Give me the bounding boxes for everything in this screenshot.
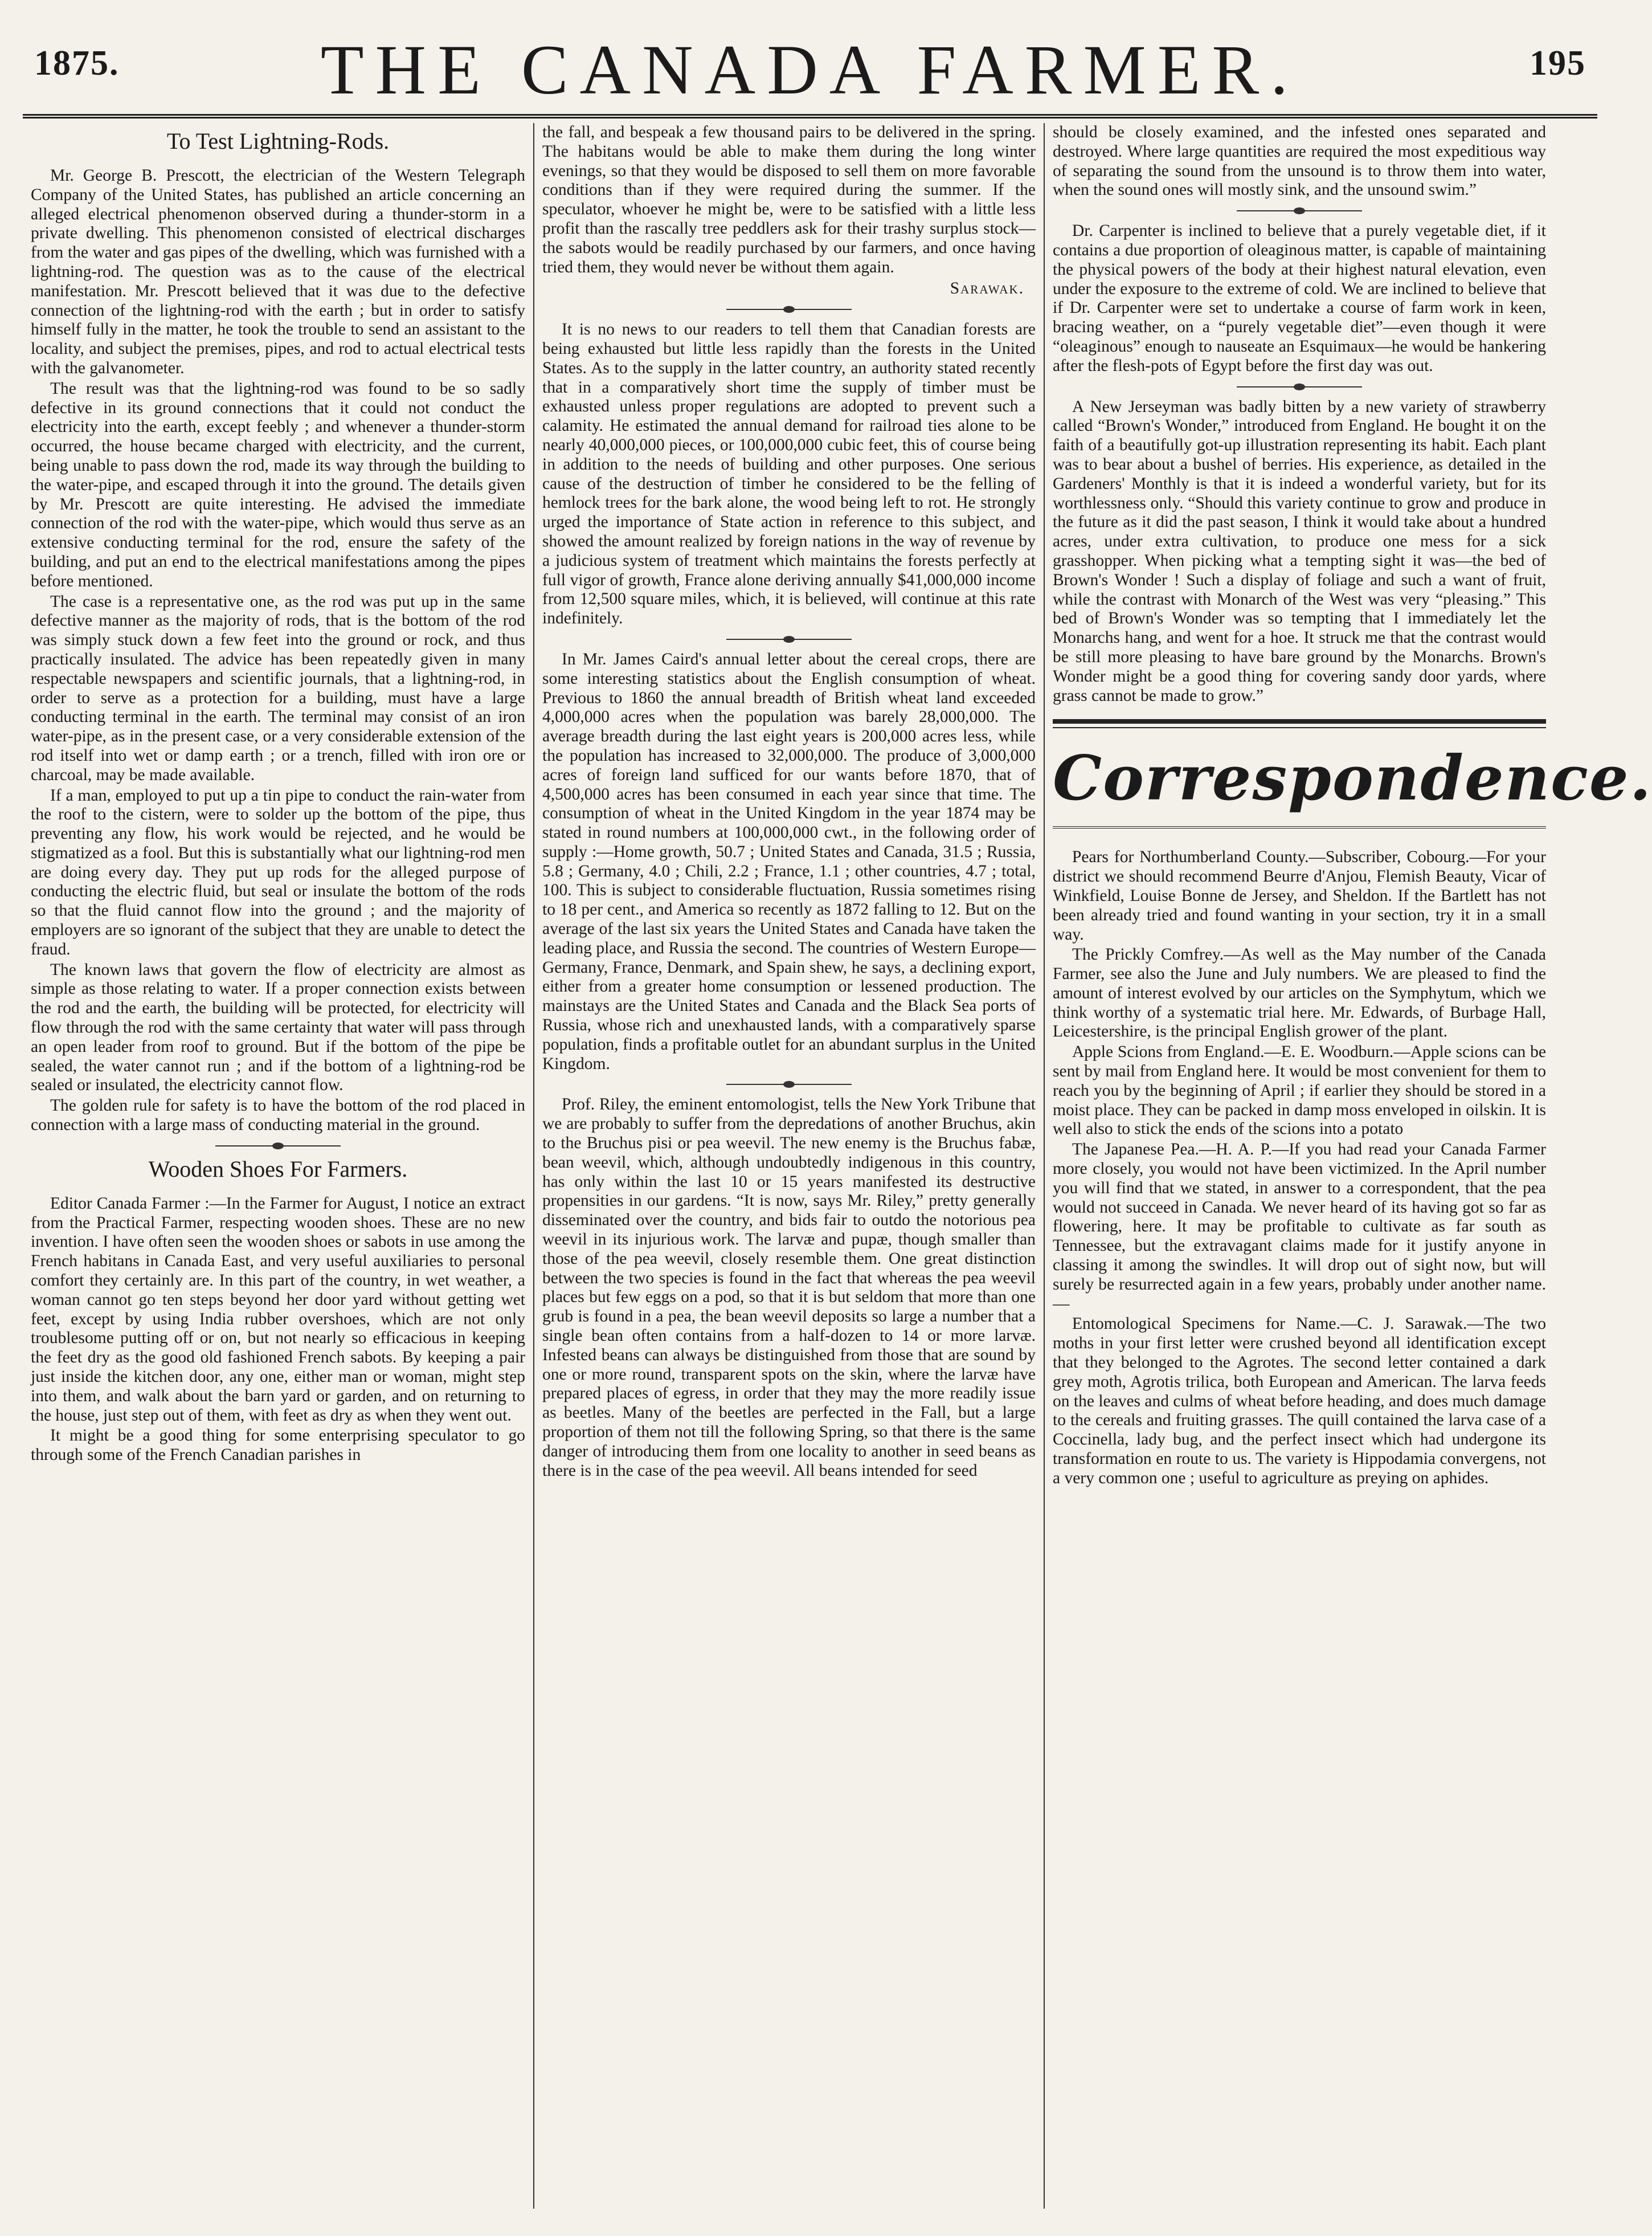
article-paragraph: Editor Canada Farmer :—In the Farmer for August, I notice an extract from the Practical Farmer, respecting wooden shoes. These are no new invention. I have often seen the wooden shoes or sabots in use among the French habitans in Canada East, and very useful auxiliaries to personal comfort they certainly are. In this part of the country, in wet weather, a woman cannot go ten steps beyond her door yard without getting wet feet, except by using India rubber overshoes, which are not only troublesome putting off or on, but not nearly so efficacious in keeping the feet dry as the good old fashioned French sabots. By keeping a pair just inside the kitchen door, any one, either man or woman, might step into them, and walk about the barn yard or garden, and on returning to the house, just step out of them, with feet as dry as when they went out. — [31, 1194, 525, 1425]
correspondence-letter: The Prickly Comfrey.—As well as the May number of the Canada Farmer, see also the June and July numbers. We are pleased to find the amount of interest evolved by our articles on the Symphytum, which we think worthy of a systematic trial here. Mr. Edwards, of Burbage Hall, Leicestershire, is the principal English grower of the plant. — [1053, 945, 1546, 1041]
signature: Sarawak. — [950, 279, 1024, 298]
double-rule — [1053, 826, 1546, 829]
article-paragraph: should be closely examined, and the infested ones separated and destroyed. Where large quantities are required the most expeditious way of separating the sound from the unsound is to throw them into water, when the sound ones will mostly sink, and the unsound swim.” — [1053, 123, 1546, 199]
correspondence-letter: The Japanese Pea.—H. A. P.—If you had read your Canada Farmer more closely, you would not have been victimized. In the April number you will find that we stated, in answer to a correspondent, that the pea would not succeed in Canada. We never heard of its having got so far as flowering, here. It may be profitable to cultivate as far south as Tennessee, but the extravagant claims made for it justify anyone in classing it among the swindles. It will drop out of sight now, but will surely be resurrected again in a few years, probably under another name.— — [1053, 1140, 1546, 1313]
article-paragraph: The golden rule for safety is to have the bottom of the rod placed in connection with a large mass of conducting material in the ground. — [31, 1096, 525, 1135]
article-paragraph-carpenter: Dr. Carpenter is inclined to believe that a purely vegetable diet, if it contains a due proportion of oleaginous matter, is capable of maintaining the physical powers of the body at their highest natural elevation, even under the exposure to the extreme of cold. We are inclined to believe that if Dr. Carpenter were set to undertake a course of farm work in keen, bracing weather, on a “purely vegetable diet”—even though it were “oleaginous” enough to nauseate an Esquimaux—he would be hankering after the flesh-pots of Egypt before the first day was out. — [1053, 222, 1546, 375]
article-paragraph: the fall, and bespeak a few thousand pairs to be delivered in the spring. The habitans would be able to make them during the long winter evenings, so that they would be disposed to sell them on more favorable conditions than if they were required during the summer. If the speculator, whoever he might be, were to be satisfied with a little less profit than the rascally tree peddlers ask for their trashy surplus stock—the sabots would be readily purchased by our farmers, and once having tried them, they would never be without them again. — [542, 123, 1036, 276]
article-paragraph: If a man, employed to put up a tin pipe to conduct the rain-water from the roof to the cistern, were to solder up the bottom of the pipe, thus preventing any flow, his work would be rejected, and he would be stigmatized as a fool. But this is substantially what our lightning-rod men are doing every day. They put up rods for the alleged purpose of conducting the electric fluid, but seal or insulate the bottom of the rods so that the fluid cannot flow into the ground ; and the majority of employers are so ignorant of the subject that they are unable to detect the fraud. — [31, 786, 525, 958]
correspondence-letter: Entomological Specimens for Name.—C. J. Sarawak.—The two moths in your first letter were crushed beyond all identification except that they belonged to the Agrotes. The second letter contained a dark grey moth, Agrotis trilica, both European and American. The larva feeds on the leaves and culms of wheat before heading, and does much damage to the cereals and fruiting grasses. The quill contained the larva case of a Coccinella, lady bug, and the perfect insect which had undergone its transformation en route to us. The variety is Hippodamia convergens, not a very common one ; useful to agriculture as preying on aphides. — [1053, 1315, 1546, 1487]
section-divider — [726, 639, 852, 640]
section-divider — [1237, 210, 1362, 211]
issue-year: 1875. — [34, 44, 120, 83]
article-heading-lightning-rods: To Test Lightning-Rods. — [166, 128, 390, 154]
page-number: 195 — [1530, 44, 1586, 83]
article-paragraph: The case is a representative one, as the rod was put up in the same defective manner as the majority of rods, that is the bottom of the rod was simply stuck down a few feet into the ground or rock, and thus practically insulated. The advice has been repeatedly given in many respectable newspapers and scientific journals, that a lightning-rod, in order to serve as a protection for a building, must have a large conducting terminal in the earth. The terminal may consist of an iron water-pipe, as in the present case, or a very considerable extension of the rod itself into wet or damp earth ; or a trench, filled with iron ore or charcoal, may be made available. — [31, 592, 525, 784]
article-paragraph-caird: In Mr. James Caird's annual letter about the cereal crops, there are some interesting statistics about the English consumption of wheat. Previous to 1860 the annual breadth of British wheat land exceeded 4,000,000 acres when the population was barely 28,000,000. The average breadth during the last eight years is 200,000 acres less, while the population has increased to 32,000,000. The produce of 3,000,000 acres of foreign land sufficed for our wants before 1870, that of 4,500,000 acres has been consumed in each year since that time. The consumption of wheat in the United Kingdom in the year 1874 may be stated in round numbers at 100,000,000 cwt., in the following order of supply :—Home growth, 50.7 ; United States and Canada, 31.5 ; Russia, 5.8 ; Germany, 4.0 ; Chili, 2.2 ; France, 1.1 ; other countries, 4.7 ; total, 100. This is subject to considerable fluctuation, Russia sometimes rising to 18 per cent., and America so recently as 1872 falling to 12. But on the average of the last six years the United States and Canada have taken the leading place, and Russia the second. The countries of Western Europe—Germany, France, Denmark, and Spain shew, he says, a declining export, either from a greater home consumption or lessened production. The mainstays are the United States and Canada and the Black Sea ports of Russia, whose rich and unexhausted lands, with a comparatively sparse population, finds a profitable outlet for an abundant surplus in the United Kingdom. — [542, 650, 1036, 1073]
correspondence-letter: Pears for Northumberland County.—Subscriber, Cobourg.—For your district we should recommend Beurre d'Anjou, Flemish Beauty, Vicar of Winkfield, Louise Bonne de Jersey, and Sheldon. If the Bartlett has not been already tried and found wanting in your section, try it in a small way. — [1053, 848, 1546, 944]
section-divider — [215, 1145, 341, 1146]
column-2 — [533, 123, 1044, 2209]
article-paragraph-riley: Prof. Riley, the eminent entomologist, tells the New York Tribune that we are probably to suffer from the depredations of another Bruchus, akin to the Bruchus pisi or pea weevil. The new enemy is the Bruchus fabæ, bean weevil, which, although undoubtedly indigenous in this country, has only within the last 10 or 15 years manifested its destructive propensities in our gardens. “It is now, says Mr. Riley,” pretty generally disseminated over the country, and bids fair to outdo the notorious pea weevil in its injurious work. The larvæ and pupæ, though smaller than those of the pea weevil, closely resemble them. One great distinction between the two species is found in the fact that whereas the pea weevil places but few eggs on a pod, so that it is but seldom that more than one grub is found in a pea, the bean weevil deposits so large a number that a single bean often contains from a half-dozen to 14 or more larvæ. Infested beans can always be distinguished from those that are sound by one or more round, transparent spots on the skin, where the larvæ have prepared places of egress, in order that they may the more readily issue as beetles. Many of the beetles are perfected in the Fall, but a large proportion of them not till the following Spring, so that there is the same danger of introducing them from one locality to another in seed beans as there is in the case of the pea weevil. All beans intended for seed — [542, 1095, 1036, 1480]
section-divider — [1237, 386, 1362, 387]
section-divider — [726, 309, 852, 310]
heavy-rule — [1053, 719, 1546, 724]
article-paragraph-forests: It is no news to our readers to tell them that Canadian forests are being exhausted but little less rapidly than the forests in the United States. As to the supply in the latter country, an authority stated recently that in a comparatively short time the supply of timber must be exhausted unless proper regulations are adopted to prevent such a calamity. He estimated the annual demand for railroad ties alone to be nearly 40,000,000 pieces, or 100,000,000 cubic feet, this of course being in addition to the needs of building and other purposes. One serious cause of the destruction of timber he considered to be the felling of hemlock trees for the bark alone, the wood being left to rot. He strongly urged the importance of State action in reference to this subject, and showed the amount realized by foreign nations in the way of revenue by a judicious system of treatment which maintains the forests perfectly at full vigor of growth, France alone deriving annually $41,000,000 income from 12,500 square miles, which, it is believed, will continue at this rate indefinitely. — [542, 320, 1036, 628]
newspaper-title: THE CANADA FARMER. — [320, 31, 1300, 109]
article-paragraph: The known laws that govern the flow of electricity are almost as simple as those relating to water. If a proper connection exists between the rod and the earth, the building will be protected, for electricity will flow through the rod with the same certainty that water will pass through an open leader from roof to ground. But if the bottom of the pipe be sealed, the water cannot run ; and if the bottom of a lightning-rod be sealed or insulated, the electricity cannot flow. — [31, 960, 525, 1095]
column-3 — [1044, 123, 1652, 2209]
article-paragraph: It might be a good thing for some enterprising speculator to go through some of the French Canadian parishes in — [31, 1426, 525, 1464]
thin-rule — [1053, 727, 1546, 728]
article-heading-wooden-shoes: Wooden Shoes For Farmers. — [148, 1156, 408, 1182]
correspondence-letter: Apple Scions from England.—E. E. Woodburn.—Apple scions can be sent by mail from England here. It would be most convenient for them to reach you by the beginning of April ; if earlier they should be stored in a moist place. They can be packed in damp moss enveloped in oilskin. It is well also to stick the ends of the scions into a potato — [1053, 1043, 1546, 1139]
section-divider — [726, 1084, 852, 1085]
correspondence-heading: Correspondence. — [1053, 742, 1652, 815]
masthead — [23, 23, 1597, 119]
columns — [23, 123, 1652, 2209]
newspaper-page — [23, 23, 1652, 2213]
column-1 — [23, 123, 533, 2209]
article-paragraph: The result was that the lightning-rod was found to be so sadly defective in its ground connections that it could not conduct the electricity into the earth, except feebly ; and whenever a thunder-storm occurred, the house became charged with electricity, and the current, being unable to pass down the rod, made its way through the building to the water-pipe, and escaped through it into the ground. The details given by Mr. Prescott are quite interesting. He advised the immediate connection of the rod with the water-pipe, which would thus serve as an extensive conducting terminal for the rod, ensure the safety of the building, and put an end to the electrical manifestations among the pipes before mentioned. — [31, 379, 525, 590]
article-paragraph-jerseyman: A New Jerseyman was badly bitten by a new variety of strawberry called “Brown's Wonder,” introduced from England. He bought it on the faith of a beautifully got-up illustration representing its habit. Each plant was to bear about a bushel of berries. His experience, as detailed in the Gardeners' Monthly is that it is indeed a wonderful variety, but for its worthlessness only. “Should this variety continue to grow and produce in the future as it did the past season, I think it would take about a hundred acres, under extra cultivation, to produce one mess for a sick grasshopper. When picking what a tempting sight it was—the bed of Brown's Wonder ! Such a display of foliage and such a want of fruit, while the contrast with Monarch of the West was very “pleasing.” This bed of Brown's Wonder was so tempting that I immediately let the Monarchs hang, and went for a hoe. It struck me that the contrast would be still more pleasing to have bare ground by the Monarchs. Brown's Wonder might be a good thing for covering sandy door yards, where grass cannot be made to grow.” — [1053, 397, 1546, 705]
article-paragraph: Mr. George B. Prescott, the electrician of the Western Telegraph Company of the United States, has published an article concerning an alleged electrical phenomenon observed during a thunder-storm in a private dwelling. This phenomenon consisted of electrical discharges from the water and gas pipes of the dwelling, which was furnished with a lightning-rod. The question was as to the cause of the electrical manifestation. Mr. Prescott believed that it was due to the defective connection of the lightning-rod with the earth ; but in order to satisfy himself fully in the matter, he took the trouble to send an assistant to the locality, and subject the premises, pipes, and rod to actual electrical tests with the galvanometer. — [31, 166, 525, 377]
